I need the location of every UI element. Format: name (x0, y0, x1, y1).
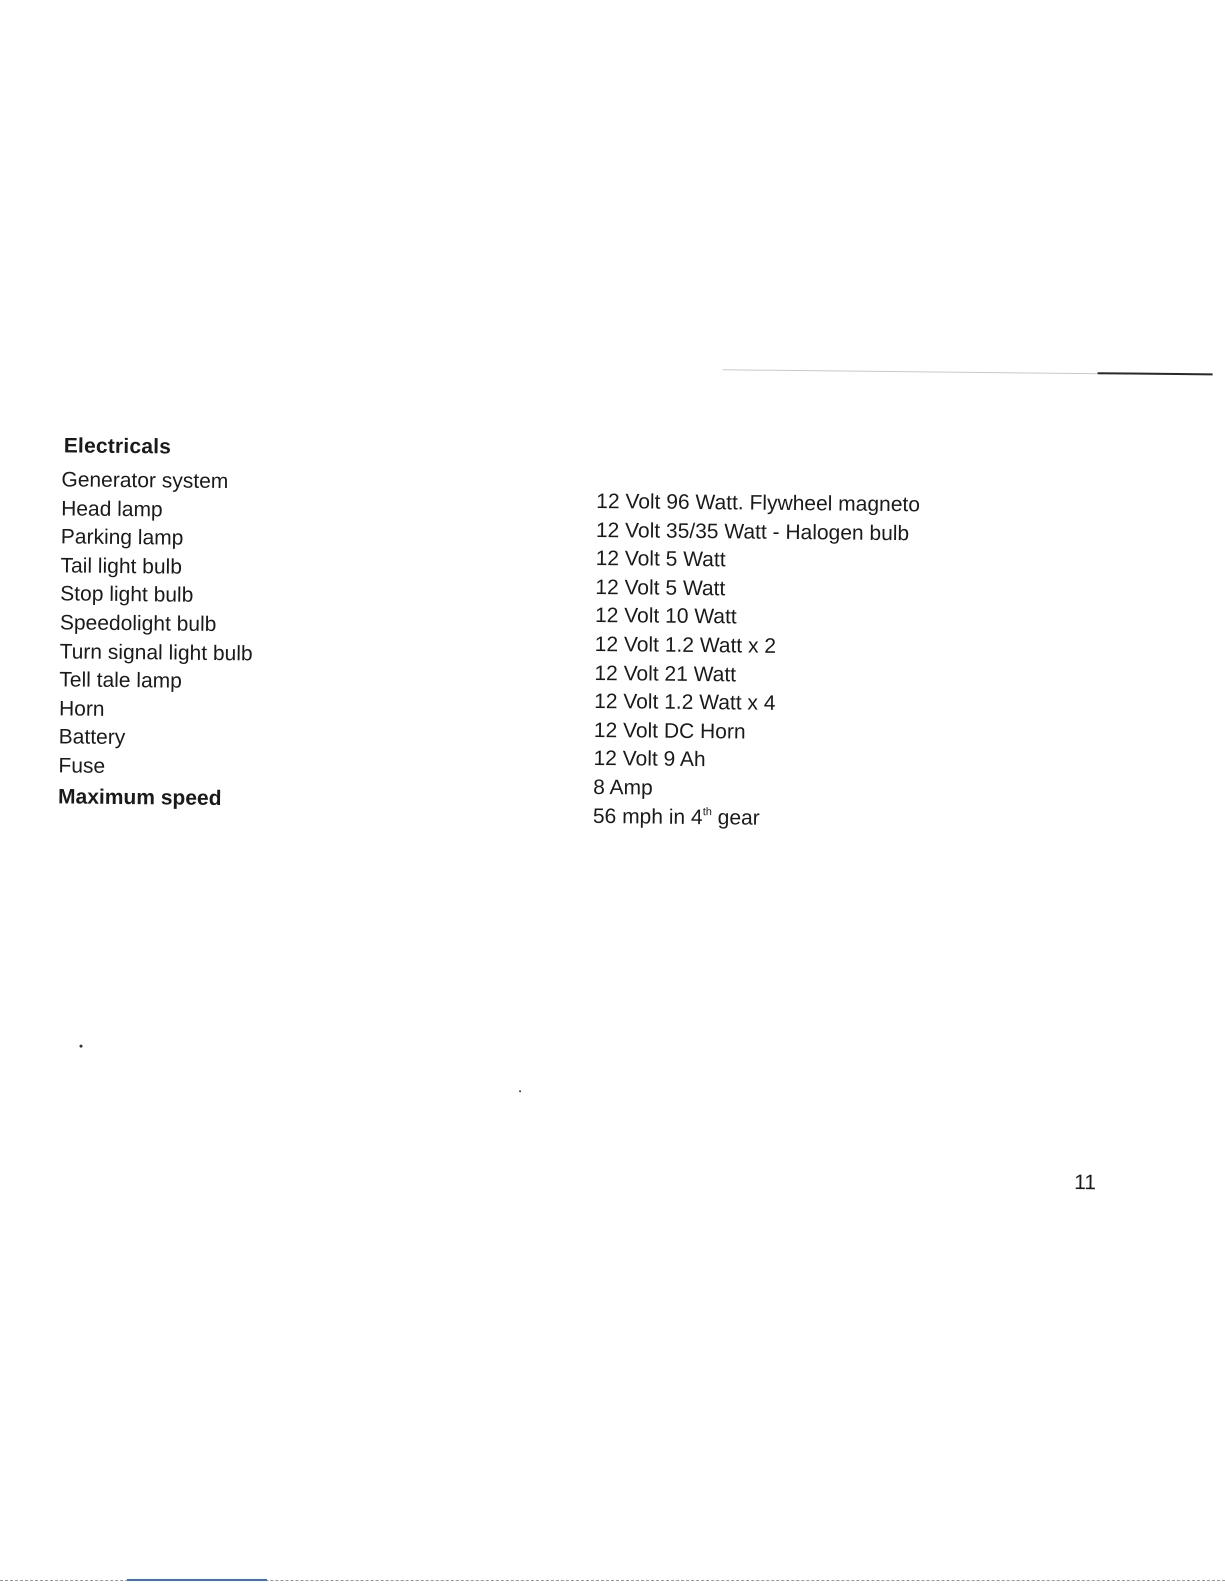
spec-label-head-lamp: Head lamp (61, 496, 163, 522)
bottom-edge-highlight (127, 1579, 267, 1581)
spec-value-head-lamp: 12 Volt 35/35 Watt - Halogen bulb (595, 518, 910, 545)
spec-label-stop-light-bulb: Stop light bulb (60, 582, 194, 608)
section-heading: Electricals (63, 434, 172, 459)
spec-label-horn: Horn (58, 697, 105, 721)
spec-label-maximum-speed: Maximum speed (58, 784, 222, 810)
spec-value-fuse: 8 Amp (593, 775, 653, 800)
spec-value-parking-lamp: 12 Volt 5 Watt (595, 547, 726, 572)
spec-value-horn: 12 Volt DC Horn (593, 718, 746, 744)
spec-label-tell-tale-lamp: Tell tale lamp (59, 668, 183, 693)
spec-label-tail-light-bulb: Tail light bulb (60, 554, 183, 579)
spec-value-turn-signal-light-bulb: 12 Volt 21 Watt (594, 661, 737, 686)
spec-value-battery: 12 Volt 9 Ah (593, 747, 706, 772)
spec-label-battery: Battery (58, 725, 126, 750)
spec-label-parking-lamp: Parking lamp (60, 525, 184, 550)
spec-values-list (593, 488, 920, 834)
spec-value-tell-tale-lamp: 12 Volt 1.2 Watt x 4 (594, 690, 776, 715)
page-number: 11 (1074, 1170, 1097, 1195)
max-speed-ordinal: th (702, 805, 712, 818)
spec-value-tail-light-bulb: 12 Volt 5 Watt (595, 575, 726, 601)
spec-label-generator-system: Generator system (61, 468, 229, 494)
scan-speck (79, 1045, 82, 1048)
spec-value-stop-light-bulb: 12 Volt 10 Watt (594, 604, 737, 629)
spec-label-speedolight-bulb: Speedolight bulb (59, 611, 217, 636)
spec-value-maximum-speed (593, 802, 917, 834)
top-rule-dark (1098, 372, 1213, 375)
spec-labels-list (58, 466, 255, 813)
max-speed-suffix: gear (711, 805, 760, 830)
spec-value-speedolight-bulb: 12 Volt 1.2 Watt x 2 (594, 632, 777, 658)
spec-label-turn-signal-light-bulb: Turn signal light bulb (59, 639, 253, 665)
max-speed-prefix: 56 mph in 4 (592, 804, 703, 829)
spec-value-generator-system: 12 Volt 96 Watt. Flywheel magneto (596, 489, 921, 517)
scan-speck (519, 1090, 521, 1092)
spec-label-fuse: Fuse (58, 754, 106, 778)
